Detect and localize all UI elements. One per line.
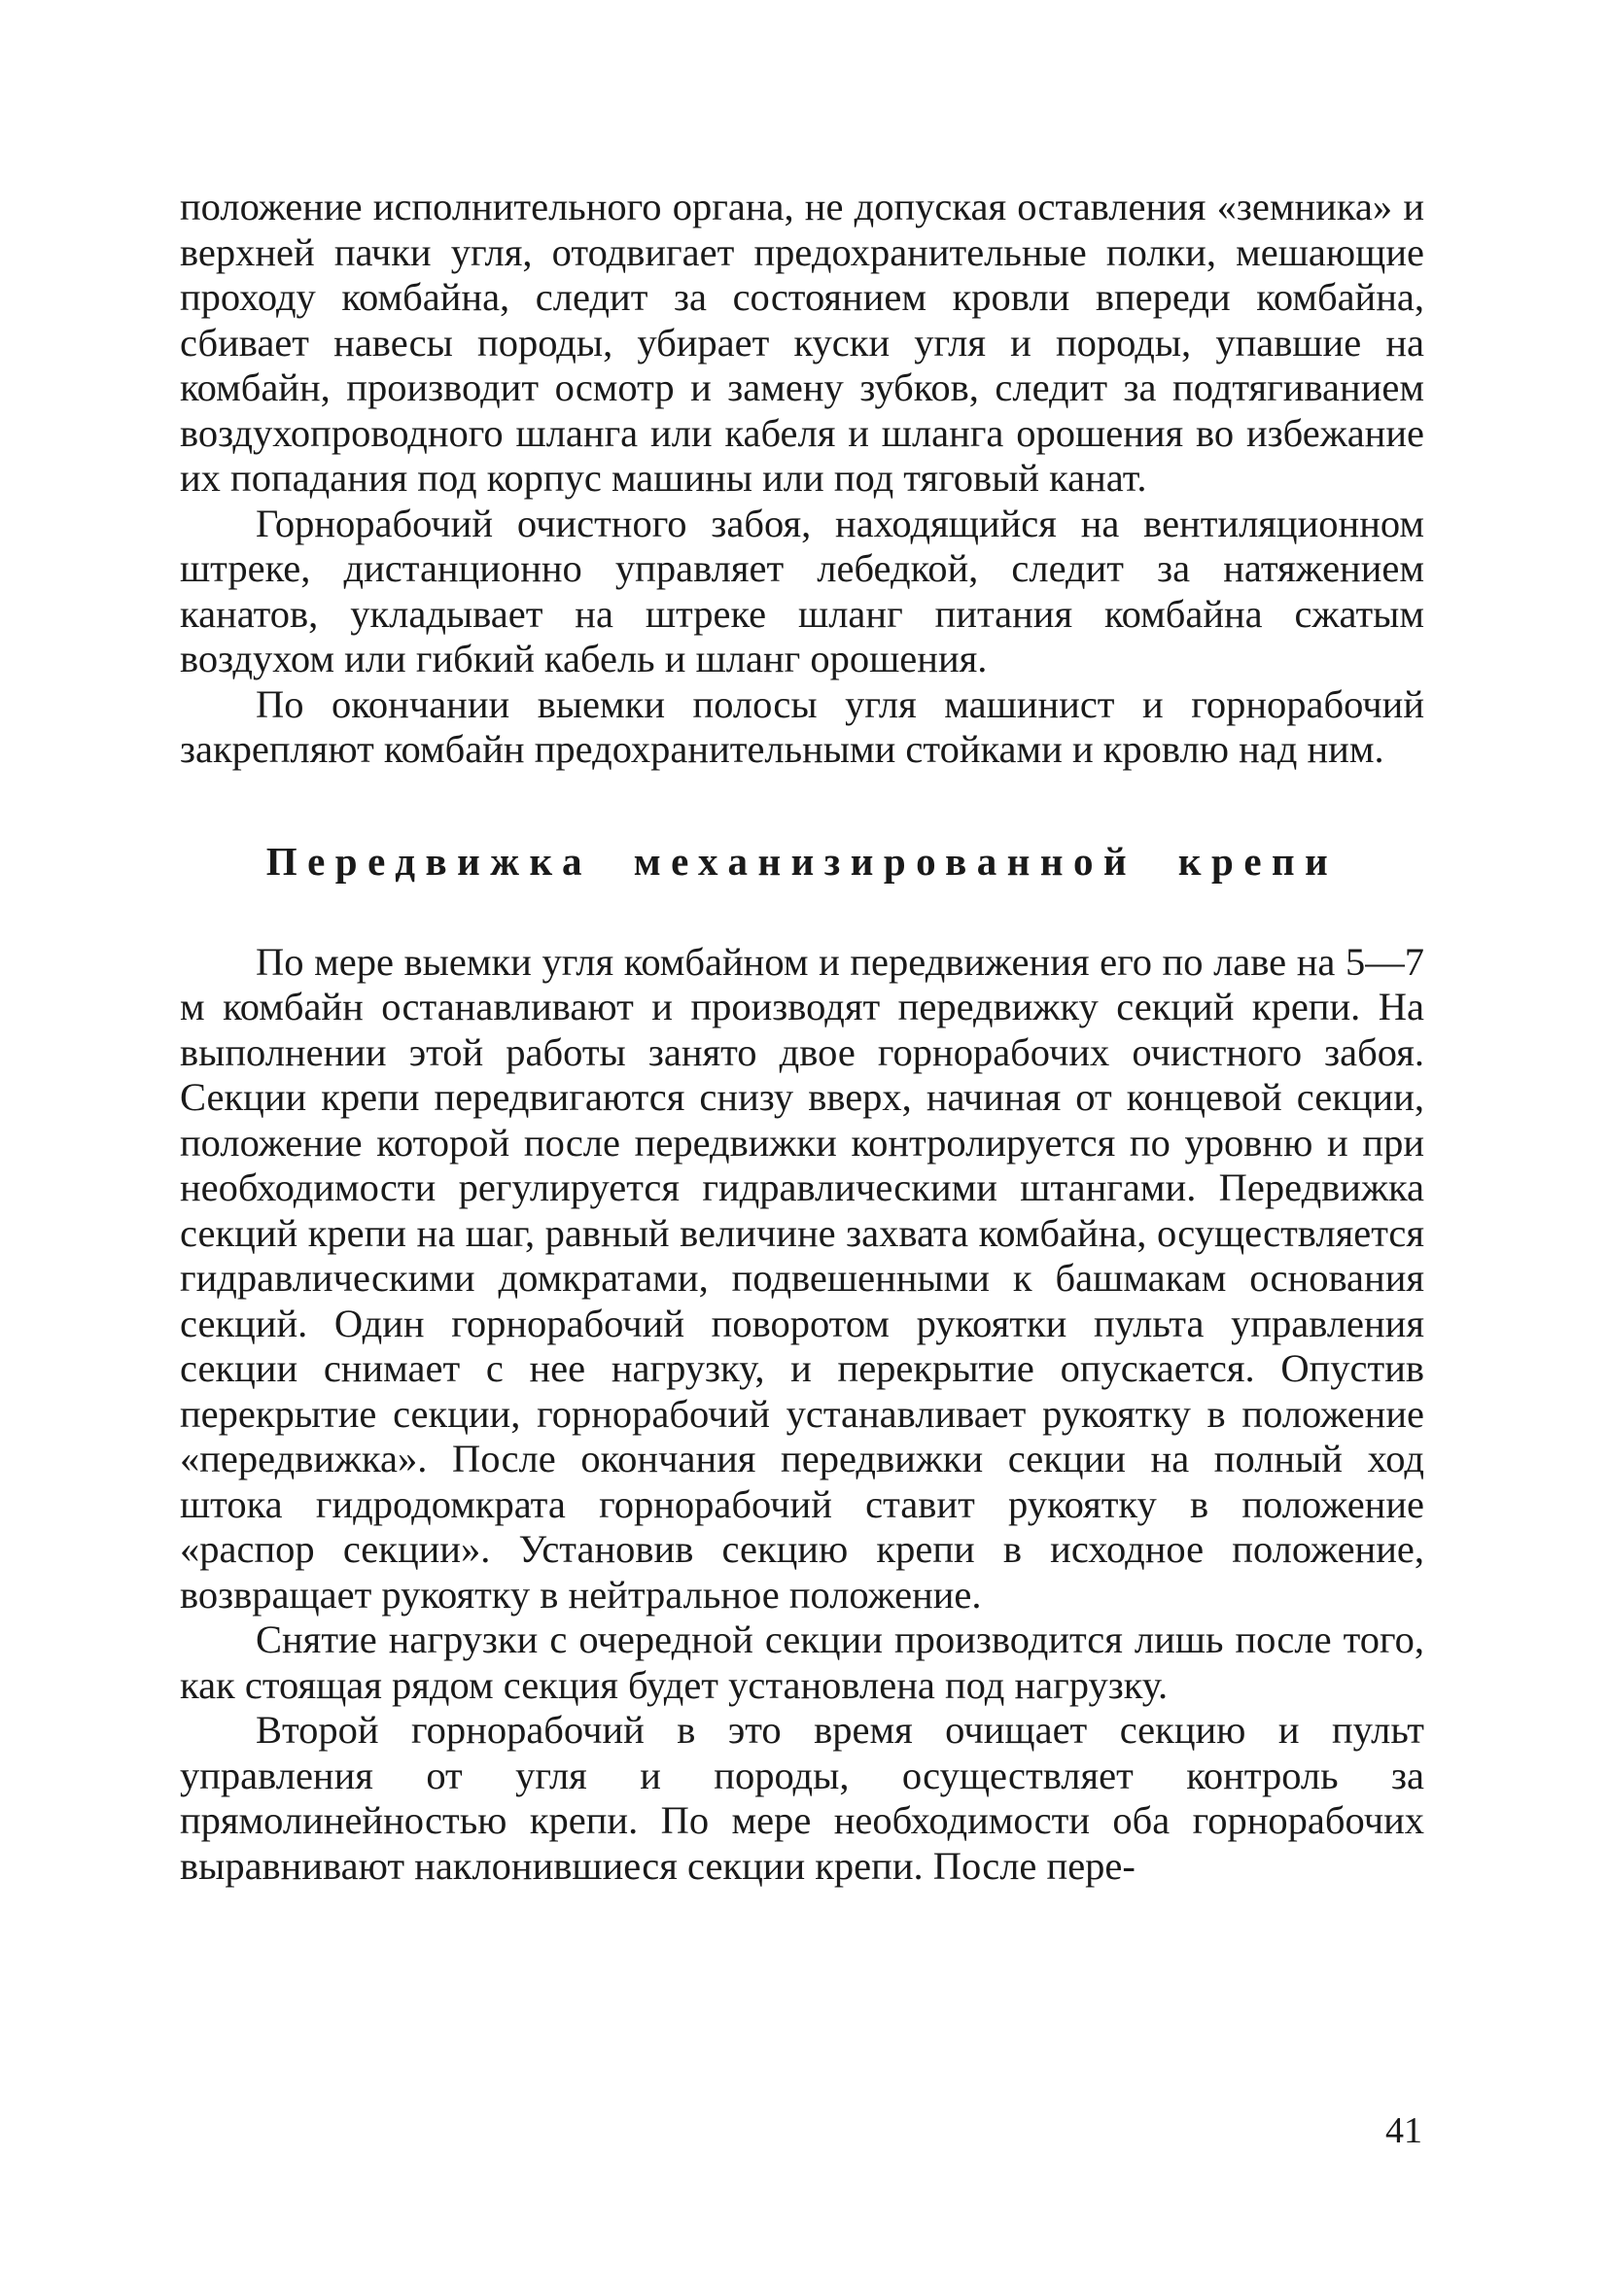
paragraph-end-of-cut: По окончании выемки полосы угля машинист и горнорабочий закрепляют комбайн предохранительными стойками и кровлю над ним. [180, 681, 1424, 771]
page-body [180, 185, 1424, 1889]
section-heading: Передвижка механизированной крепи [265, 838, 1339, 884]
page-number: 41 [1385, 2110, 1422, 2151]
paragraph-continuation: положение исполнительного органа, не допуская оставления «земника» и верхней пачки угля, отодвигает предохранительные полки, мешающие проходу комбайна, следит за состоянием кровли впереди комбайна, сбивает навесы породы, убирает куски угля и породы, упавшие на комбайн, производит осмотр и замену зубков, следит за подтягиванием воздухопроводного шланга или кабеля и шланга орошения во избежание их попадания под корпус машины или под тяговый канат. [180, 185, 1424, 500]
paragraph-ventilation-drift: Горнорабочий очистного забоя, находящийся на вентиляционном штреке, дистанционно управляет лебедкой, следит за натяжением канатов, укладывает на штреке шланг питания комбайна сжатым воздухом или гибкий кабель и шланг орошения. [180, 501, 1424, 680]
paragraph-support-advance: По мере выемки угля комбайном и передвижения его по лаве на 5—7 м комбайн останавливают и производят передвижку секций крепи. На выполнении этой работы занято двое горнорабочих очистного забоя. Секции крепи передвигаются снизу вверх, начиная от концевой секции, положение которой после передвижки контролируется по уровню и при необходимости регулируется гидравлическими штангами. Передвижка секций крепи на шаг, равный величине захвата комбайна, осуществляется гидравлическими домкратами, подвешенными к башмакам основания секций. Один горнорабочий поворотом рукоятки пульта управления секции снимает с нее нагрузку, и перекрытие опускается. Опустив перекрытие секции, горнорабочий устанавливает рукоятку в положение «передвижка». После окончания передвижки секции на полный ход штока гидродомкрата горнорабочий ставит рукоятку в положение «распор секции». Установив секцию крепи в исходное положение, возвращает рукоятку в нейтральное положение. [180, 939, 1424, 1617]
paragraph-second-worker: Второй горнорабочий в это время очищает секцию и пульт управления от угля и породы, осуществляет контроль за прямолинейностью крепи. По мере необходимости оба горнорабочих выравнивают наклонившиеся секции крепи. После пере- [180, 1708, 1424, 1888]
paragraph-load-removal: Снятие нагрузки с очередной секции производится лишь после того, как стоящая рядом секция будет установлена под нагрузку. [180, 1618, 1424, 1707]
